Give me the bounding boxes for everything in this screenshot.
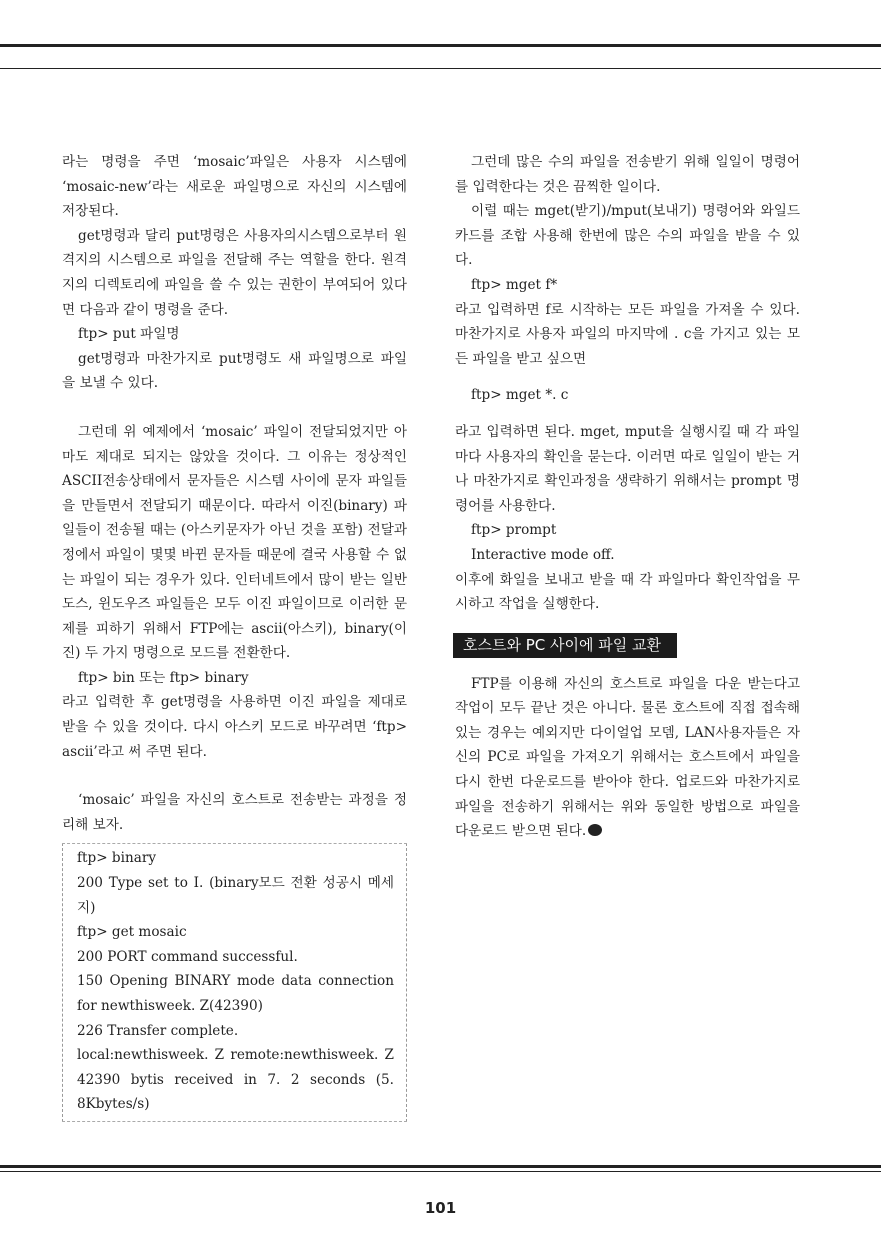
command-line: ftp> bin 또는 ftp> binary — [78, 669, 249, 686]
end-mark-icon — [588, 824, 602, 836]
paragraph: get명령과 달리 put명령은 사용자의시스템으로부터 원격지의 시스템으로 파일을 전달해 주는 역할을 한다. 원격지의 디렉토리에 파일을 쓸 수 있는 권한이 부여되어 있다면 다음과 같이 명령을 준다. — [62, 227, 407, 318]
code-line: 200 Type set to I. (binary모드 전환 성공시 메세지) — [77, 875, 394, 916]
command-line: ftp> mget *. c — [471, 387, 569, 404]
code-line: ftp> get mosaic — [77, 924, 187, 941]
paragraph: 그런데 많은 수의 파일을 전송받기 위해 일일이 명령어를 입력한다는 것은 끔찍한 일이다. — [455, 154, 800, 195]
paragraph: ‘mosaic’ 파일을 자신의 호스트로 전송받는 과정을 정리해 보자. — [62, 792, 407, 833]
section-heading: 호스트와 PC 사이에 파일 교환 — [453, 633, 677, 658]
command-output: Interactive mode off. — [471, 546, 615, 563]
left-column — [62, 150, 407, 1122]
command-line: ftp> prompt — [471, 522, 557, 539]
top-rule-thick — [0, 44, 881, 47]
code-listing — [62, 843, 407, 1122]
code-line: 226 Transfer complete. — [77, 1022, 239, 1039]
page-number: 101 — [424, 1199, 457, 1217]
top-rule-thin — [0, 68, 881, 69]
paragraph: 이럴 때는 mget(받기)/mput(보내기) 명령어와 와일드카드를 조합 사용해 한번에 많은 수의 파일을 받을 수 있다. — [455, 203, 800, 269]
paragraph: 그런데 위 예제에서 ‘mosaic’ 파일이 전달되었지만 아마도 제대로 되지는 않았을 것이다. 그 이유는 정상적인 ASCII전송상태에서 문자들은 시스템 사이에 문자 파일들을 만들면서 전달되기 때문이다. 따라서 이진(binary) 파일들이 전송될 때는 (아스키문자가 아닌 것을 포함) 전달과정에서 파일이 몇몇 바뀐 문자들 때문에 결국 사용할 수 없는 파일이 되는 경우가 있다. 인터네트에서 많이 받는 일반 도스, 윈도우즈 파일들은 모두 이진 파일이므로 이러한 문제를 피하기 위해서 FTP에는 ascii(아스키), binary(이진) 두 가지 명령으로 모드를 전환한다. — [62, 423, 407, 662]
bottom-rule-thin — [0, 1171, 881, 1172]
command-line: ftp> mget f* — [471, 276, 558, 293]
paragraph: 라고 입력한 후 get명령을 사용하면 이진 파일을 제대로 받을 수 있을 것이다. 다시 아스키 모드로 바꾸려면 ‘ftp> ascii’라고 써 주면 된다. — [62, 694, 407, 760]
bottom-rule-thick — [0, 1165, 881, 1168]
paragraph: 라는 명령을 주면 ‘mosaic’파일은 사용자 시스템에 ‘mosaic-new’라는 새로운 파일명으로 자신의 시스템에 저장된다. — [62, 154, 407, 220]
paragraph: get명령과 마찬가지로 put명령도 새 파일명으로 파일을 보낼 수 있다. — [62, 350, 407, 392]
code-line: local:newthisweek. Z remote:newthisweek. Z 42390 bytis received in 7. 2 seconds (5. 8Kbytes/s) — [77, 1047, 394, 1113]
code-line: 200 PORT command successful. — [77, 948, 298, 965]
right-column — [455, 150, 800, 844]
paragraph: 이후에 화일을 보내고 받을 때 각 파일마다 확인작업을 무시하고 작업을 실행한다. — [455, 571, 800, 613]
code-line: 150 Opening BINARY mode data connection for newthisweek. Z(42390) — [77, 973, 394, 1014]
code-line: ftp> binary — [77, 850, 156, 867]
command-line: ftp> put 파일명 — [78, 326, 180, 343]
paragraph: 라고 입력하면 된다. mget, mput을 실행시킬 때 각 파일마다 사용자의 확인을 묻는다. 이러면 따로 일일이 받는 거나 마찬가지로 확인과정을 생략하기 위해서는 prompt 명령어를 사용한다. — [455, 423, 800, 514]
paragraph-text: FTP를 이용해 자신의 호스트로 파일을 다운 받는다고 작업이 모두 끝난 것은 아니다. 물론 호스트에 직접 접속해 있는 경우는 예외지만 다이얼업 모뎀, LAN사용자들은 자신의 PC로 파일을 가져오기 위해서는 호스트에서 파일을 다시 한번 다운로드를 받아야 한다. 업로드와 마찬가지로 파일을 전송하기 위해서는 위와 동일한 방법으로 파일을 다운로드 받으면 된다. — [455, 675, 800, 840]
paragraph — [455, 672, 800, 844]
paragraph: 라고 입력하면 f로 시작하는 모든 파일을 가져올 수 있다. 마찬가지로 사용자 파일의 마지막에 . c을 가지고 있는 모든 파일을 받고 싶으면 — [455, 301, 800, 367]
